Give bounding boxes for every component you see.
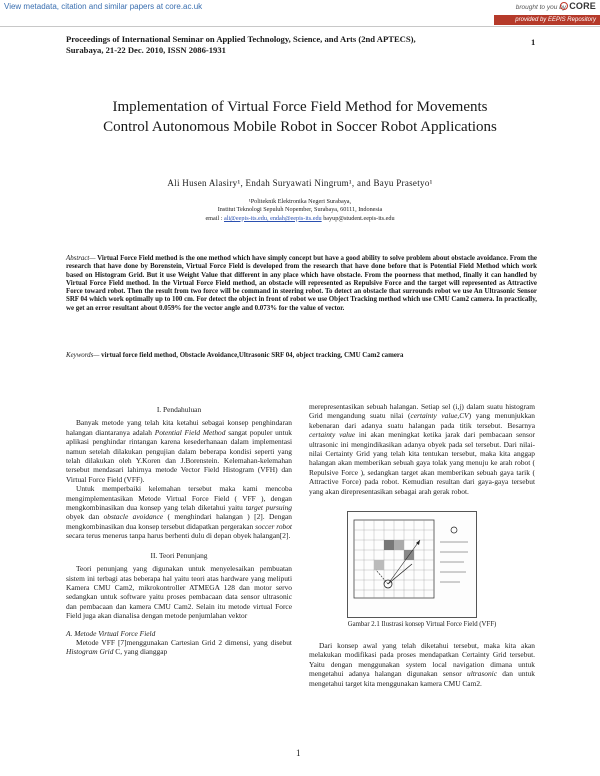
header-page-number: 1 [531,37,536,47]
p1-text-a: Banyak metode yang telah kita ketahui sebagai konsep penghindaran halangan diantaranya adalah [66,418,292,437]
right-paragraph-2 [309,641,535,688]
p4-text-b: Histogram Grid [66,647,114,657]
keywords-lead: Keywords— [66,352,100,359]
p2-text-a: Untuk memperbaiki kelemahan tersebut maka kami mencoba mengimplementasikan Metode Virtual Force Field ( VFF ), dengan mengkombinasikan dua konsep yang telah diketahui yaitu [66,484,292,513]
affiliation-block [120,198,480,223]
p1-text-b: Potential Field Method [154,427,226,437]
core-provided-by[interactable]: provided by EEPIS Repository [494,15,600,25]
figure-caption: Gambar 2.1 Ilustrasi konsep Virtual Force Field (VFF) [347,621,497,628]
abstract [66,255,537,313]
p4-text-a: Metode VFF [7]menggunakan Cartesian Grid 2 dimensi, yang disebut [76,637,292,647]
email-prefix: email : [205,214,223,222]
section-1-heading: I. Pendahuluan [156,405,202,414]
core-logo-icon [560,2,568,10]
keywords [66,352,537,359]
paper-authors: Ali Husen Alasiry¹, Endah Suryawati Ningrum¹, and Bayu Prasetyo¹ [167,178,433,188]
p2-text-g: secara terus menerus tanpa harus berhenti dulu di depan obyek halangan[2]. [66,531,291,541]
email-links[interactable]: ali@eepis-its.edu, endah@eepis-its.edu [224,214,322,222]
proceedings-line-2: Surabaya, 21-22 Dec. 2010, ISSN 2086-1931 [66,45,226,55]
paragraph-3: Teori penunjang yang digunakan untuk menyelesaikan pembuatan sistem ini terbagi atas beberapa hal yaitu teori atas hardware yang meliputi Kamera CMU Cam2, mikrokontroller ATMEGA 128 dan motor servo sedangkan untuk software yaitu proses pembacaan data sensor ultrasonic dan pembacaan dan kamera CMU Cam2. Selain itu metode virtual Force Field juga akan dianalisa dengan metode penjumlahan vektor [66,564,292,621]
email-rest: bayup@student.eepis-its.edu [323,214,395,222]
abstract-text: Virtual Force Field method is the one method which have simply concept but have a good ability to solve problem about obstacle avoidance. From the research that have done by Borenstein, Virtual Force Field is developed from the research that have done before that is Potential Field Method which work based on Histogram Grid. But it use Weight Value that different in any place which have obstacle. From the poorness that method, finally it can handled by Virtual Force Field method. In the Virtual Force Field method, an obstacle will represented as Repulsive Force and the target will represented as Attractive Force toward robot. Then the result from two force will be command in steering robot. To detect an obstacle that surrounds robot we use An Ultrasonic Sensor SRF 04 which work optimally up to 100 cm. For detect the object in front of robot we use Object Tracking method which use CMU Cam2 camera. In practically, we get an error resultant about 0.059% for the vector angle and 0.073% for the value of vector. [66,255,537,312]
right-paragraph-1 [309,402,535,496]
p2-text-f: soccer robot [255,521,292,531]
rp2-text-b: ultrasonic [467,669,497,679]
p2-text-b: target pursuing [245,503,292,513]
core-logo[interactable] [560,1,596,11]
p1-text-c: sangat populer untuk aplikasi penghindar rintangan karena kesederhanaan dalam implementasi namun setelah dilakukan pengujian dalam beberapa kondisi seperti yang telah dilakukan oleh Y.Koren dan J.Borenstein. Kelemahan-kelemahan tersebut mendasari lahirnya metode Vector Field Histogram (VFH) dan Virtual Force Field (VFF). [66,427,292,484]
paragraph-4 [66,638,292,657]
rp1-text-c: ) yang menunjukkan kebenaran dari adanya suatu halangan pada titik tersebut. Besarnya [309,411,535,430]
p2-text-d: obstacle avoidance [103,512,164,522]
paragraph-1 [66,418,292,484]
core-banner [0,0,600,27]
subsection-a-heading: A. Metode Virtual Force Field [66,628,156,638]
left-column [66,405,292,657]
rp2-text-a: Dari konsep awal yang telah diketahui tersebut, maka kita akan melakukan modifikasi pada proses mendapatkan Certainty Grid tersebut. Yaitu dengan menggunakan system local navigation dimana untuk mengetahui adanya halangan digunakan sensor [309,641,535,679]
right-column-bottom [309,641,535,688]
vff-illustration-figure [347,511,477,618]
proceedings-line-1: Proceedings of International Seminar on Applied Technology, Science, and Arts (2nd APTECS), [66,34,416,44]
footer-page-number: 1 [296,748,301,758]
right-column-top [309,402,535,496]
affiliation-email [120,215,480,223]
affiliation-line-1: ¹Politeknik Elektronika Negeri Surabaya, [248,198,352,205]
abstract-lead: Abstract— [66,255,96,262]
rp2-text-c: dan untuk mengetahui target kita menggunakan kamera CMU Cam2. [309,669,535,688]
paragraph-2 [66,484,292,540]
proceedings-header [66,34,486,56]
p2-text-c: obyek dan [66,512,104,522]
rp1-text-b: certainty value,CV [410,411,469,421]
rp1-text-a: merepresentasikan sebuah halangan. Setiap sel (i,j) dalam suatu histogram Grid mengandung suatu nilai ( [309,402,535,421]
section-2-heading: II. Teori Penunjang [150,550,208,560]
core-metadata-link[interactable]: View metadata, citation and similar papers at core.ac.uk [4,2,203,11]
paper-title: Implementation of Virtual Force Field Method for Movements Control Autonomous Mobile Robot in Soccer Robot Applications [103,99,497,135]
core-brought-text: brought to you by [515,4,566,11]
core-logo-text: CORE [569,1,596,11]
keywords-text: virtual force field method, Obstacle Avoidance,Ultrasonic SRF 04, object tracking, CMU Cam2 camera [101,352,404,359]
vff-grid-diagram [348,512,476,617]
p2-text-e: ( menghindari halangan ) [2]. Dengan mengkombinasikan dua konsep tersebut didapatkan pergerakan [66,512,292,531]
affiliation-line-2: Institut Teknologi Sepuluh Nopember, Surabaya, 60111, Indonesia [217,206,383,214]
rp1-text-e: ini akan meningkat ketika jarak dari pembacaan sensor ultrasonic ini mengindikasikan adanya obyek pada sel tersebut. Dari nilai-nilai Certainty Grid yang telah kita tentukan tersebut, maka kita anggap halangan akan memberikan sebuah gaya tolak yang menuju ke arah robot ( Repulsive Force ), sedangkan target akan memberikan sebuah gaya tarik ( Attractive Force) pada robot. Kemudian resultan dari gaya-gaya tersebut yang akan direpresentasikan sebagai arah gerak robot. [309,430,536,496]
p4-text-c: C, yang dianggap [113,647,168,657]
rp1-text-d: certainty value [309,430,356,440]
